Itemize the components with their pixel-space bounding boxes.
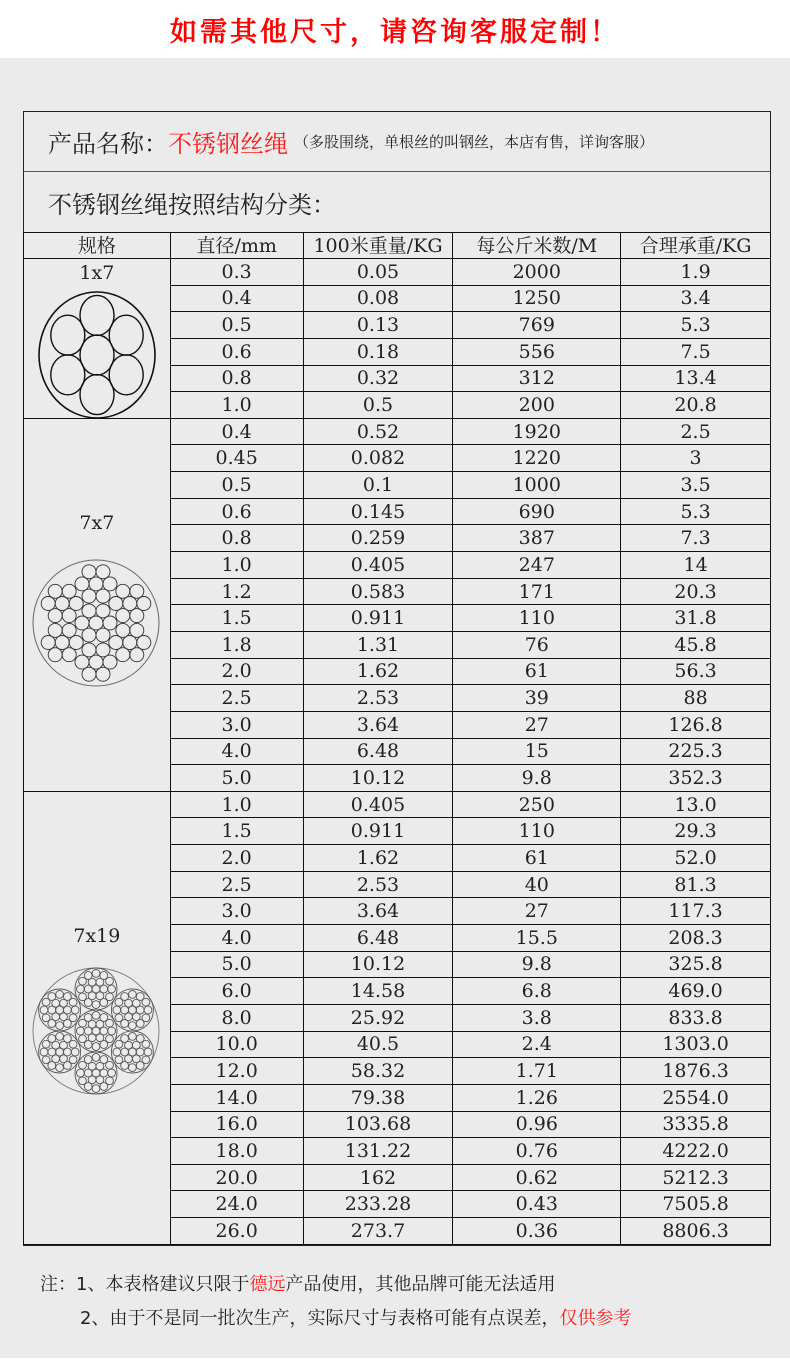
cell-load: 5212.3 (621, 1164, 771, 1191)
cell-meters-per-kg: 690 (453, 498, 621, 525)
spec-table (23, 232, 771, 1245)
cell-load: 8806.3 (621, 1218, 771, 1245)
cell-meters-per-kg: 171 (453, 578, 621, 605)
header-meters-per-kg: 每公斤米数/M (453, 233, 621, 259)
cell-weight: 0.259 (303, 525, 453, 552)
product-title-row (23, 111, 771, 172)
cell-diameter: 18.0 (170, 1138, 303, 1165)
footnotes (40, 1268, 631, 1336)
classification-heading-row (23, 172, 771, 232)
cell-load: 2.5 (621, 418, 771, 445)
spec-cell-7x7 (24, 418, 171, 791)
cell-meters-per-kg: 1920 (453, 418, 621, 445)
cell-weight: 233.28 (303, 1191, 453, 1218)
cell-weight: 2.53 (303, 871, 453, 898)
footnote-2-highlight: 仅供参考 (559, 1308, 632, 1329)
cell-load: 13.4 (621, 365, 771, 392)
spec-label: 7x19 (73, 924, 121, 947)
cell-meters-per-kg: 76 (453, 631, 621, 658)
cell-diameter: 20.0 (170, 1164, 303, 1191)
cell-meters-per-kg: 0.43 (453, 1191, 621, 1218)
cell-diameter: 0.4 (170, 418, 303, 445)
cell-meters-per-kg: 6.8 (453, 978, 621, 1005)
cell-load: 31.8 (621, 605, 771, 632)
cell-meters-per-kg: 110 (453, 818, 621, 845)
footnote-1-prefix: 注：1、本表格建议只限于 (40, 1274, 250, 1295)
cell-meters-per-kg: 2000 (453, 259, 621, 286)
cell-weight: 0.911 (303, 818, 453, 845)
cell-meters-per-kg: 0.36 (453, 1218, 621, 1245)
cell-diameter: 8.0 (170, 1004, 303, 1031)
cell-meters-per-kg: 250 (453, 791, 621, 818)
cell-diameter: 2.5 (170, 685, 303, 712)
cell-load: 833.8 (621, 1004, 771, 1031)
header-weight: 100米重量/KG (303, 233, 453, 259)
cell-diameter: 1.8 (170, 631, 303, 658)
product-label: 产品名称： (48, 130, 168, 158)
7x7-strand-cross-section-icon (32, 559, 162, 695)
spec-cell-7x19 (24, 791, 171, 1244)
cell-load: 5.3 (621, 498, 771, 525)
cell-meters-per-kg: 0.76 (453, 1138, 621, 1165)
table-header-row (24, 233, 771, 259)
cell-weight: 1.31 (303, 631, 453, 658)
cell-meters-per-kg: 1220 (453, 445, 621, 472)
cell-weight: 0.5 (303, 392, 453, 419)
cell-load: 13.0 (621, 791, 771, 818)
cell-diameter: 10.0 (170, 1031, 303, 1058)
header-load: 合理承重/KG (621, 233, 771, 259)
cell-diameter: 0.8 (170, 365, 303, 392)
cell-load: 3.5 (621, 472, 771, 499)
cell-weight: 2.53 (303, 685, 453, 712)
cell-meters-per-kg: 27 (453, 898, 621, 925)
cell-load: 1303.0 (621, 1031, 771, 1058)
cell-diameter: 1.5 (170, 818, 303, 845)
cell-meters-per-kg: 110 (453, 605, 621, 632)
cell-load: 352.3 (621, 765, 771, 792)
cell-diameter: 2.0 (170, 658, 303, 685)
cell-meters-per-kg: 1250 (453, 285, 621, 312)
cell-meters-per-kg: 769 (453, 312, 621, 339)
cell-meters-per-kg: 15 (453, 738, 621, 765)
cell-diameter: 3.0 (170, 898, 303, 925)
product-name: 不锈钢丝绳 (168, 130, 288, 158)
cell-diameter: 2.5 (170, 871, 303, 898)
cell-weight: 3.64 (303, 711, 453, 738)
cell-weight: 6.48 (303, 925, 453, 952)
cell-meters-per-kg: 247 (453, 552, 621, 579)
cell-load: 14 (621, 552, 771, 579)
cell-load: 20.3 (621, 578, 771, 605)
cell-diameter: 24.0 (170, 1191, 303, 1218)
cell-weight: 103.68 (303, 1111, 453, 1138)
cell-meters-per-kg: 0.62 (453, 1164, 621, 1191)
cell-diameter: 1.0 (170, 791, 303, 818)
cell-load: 88 (621, 685, 771, 712)
cell-load: 7505.8 (621, 1191, 771, 1218)
cell-diameter: 14.0 (170, 1084, 303, 1111)
cell-diameter: 16.0 (170, 1111, 303, 1138)
cell-weight: 58.32 (303, 1058, 453, 1085)
cell-weight: 6.48 (303, 738, 453, 765)
cell-load: 5.3 (621, 312, 771, 339)
cell-diameter: 3.0 (170, 711, 303, 738)
cell-diameter: 5.0 (170, 951, 303, 978)
cell-weight: 273.7 (303, 1218, 453, 1245)
cell-load: 45.8 (621, 631, 771, 658)
cell-meters-per-kg: 1.71 (453, 1058, 621, 1085)
cell-load: 2554.0 (621, 1084, 771, 1111)
cell-diameter: 6.0 (170, 978, 303, 1005)
cell-load: 3335.8 (621, 1111, 771, 1138)
cell-load: 325.8 (621, 951, 771, 978)
cell-load: 208.3 (621, 925, 771, 952)
cell-weight: 0.13 (303, 312, 453, 339)
cell-meters-per-kg: 9.8 (453, 951, 621, 978)
cell-diameter: 0.6 (170, 498, 303, 525)
top-banner (0, 0, 790, 58)
cell-meters-per-kg: 27 (453, 711, 621, 738)
header-spec: 规格 (24, 233, 171, 259)
cell-load: 29.3 (621, 818, 771, 845)
cell-meters-per-kg: 312 (453, 365, 621, 392)
cell-weight: 40.5 (303, 1031, 453, 1058)
spec-cell-1x7 (24, 259, 171, 419)
cell-meters-per-kg: 2.4 (453, 1031, 621, 1058)
cell-weight: 0.05 (303, 259, 453, 286)
cell-meters-per-kg: 15.5 (453, 925, 621, 952)
cell-diameter: 4.0 (170, 738, 303, 765)
cell-load: 4222.0 (621, 1138, 771, 1165)
spec-label: 1x7 (79, 262, 115, 284)
cell-load: 225.3 (621, 738, 771, 765)
cell-weight: 10.12 (303, 951, 453, 978)
banner-text: 如需其他尺寸，请咨询客服定制！ (170, 16, 620, 48)
table-body (24, 259, 771, 1245)
cell-diameter: 0.3 (170, 259, 303, 286)
table-row (24, 791, 771, 818)
footnote-1 (40, 1268, 631, 1302)
cell-load: 126.8 (621, 711, 771, 738)
cell-diameter: 0.45 (170, 445, 303, 472)
cell-diameter: 1.5 (170, 605, 303, 632)
7x19-strand-cross-section-icon (32, 967, 162, 1103)
cell-weight: 162 (303, 1164, 453, 1191)
cell-meters-per-kg: 556 (453, 338, 621, 365)
cell-meters-per-kg: 9.8 (453, 765, 621, 792)
header-diameter: 直径/mm (170, 233, 303, 259)
cell-weight: 79.38 (303, 1084, 453, 1111)
cell-weight: 1.62 (303, 845, 453, 872)
cell-weight: 10.12 (303, 765, 453, 792)
cell-weight: 0.405 (303, 552, 453, 579)
cell-diameter: 0.6 (170, 338, 303, 365)
cell-diameter: 0.8 (170, 525, 303, 552)
cell-meters-per-kg: 61 (453, 658, 621, 685)
cell-weight: 0.145 (303, 498, 453, 525)
cell-meters-per-kg: 0.96 (453, 1111, 621, 1138)
table-row (24, 259, 771, 286)
cell-load: 3.4 (621, 285, 771, 312)
cell-diameter: 2.0 (170, 845, 303, 872)
classification-heading: 不锈钢丝绳按照结构分类： (48, 190, 336, 219)
cell-diameter: 0.5 (170, 312, 303, 339)
footnote-1-suffix: 产品使用，其他品牌可能无法适用 (285, 1274, 556, 1295)
cell-meters-per-kg: 39 (453, 685, 621, 712)
footnote-1-brand: 德远 (249, 1274, 286, 1295)
cell-meters-per-kg: 3.8 (453, 1004, 621, 1031)
cell-diameter: 26.0 (170, 1218, 303, 1245)
cell-diameter: 1.0 (170, 552, 303, 579)
cell-diameter: 0.4 (170, 285, 303, 312)
cell-load: 469.0 (621, 978, 771, 1005)
cell-load: 3 (621, 445, 771, 472)
cell-weight: 0.32 (303, 365, 453, 392)
cell-weight: 25.92 (303, 1004, 453, 1031)
cell-meters-per-kg: 40 (453, 871, 621, 898)
cell-diameter: 5.0 (170, 765, 303, 792)
cell-meters-per-kg: 61 (453, 845, 621, 872)
cell-load: 7.3 (621, 525, 771, 552)
cell-weight: 0.08 (303, 285, 453, 312)
cell-weight: 0.18 (303, 338, 453, 365)
cell-weight: 0.583 (303, 578, 453, 605)
cell-load: 1876.3 (621, 1058, 771, 1085)
cell-meters-per-kg: 1.26 (453, 1084, 621, 1111)
cell-weight: 0.082 (303, 445, 453, 472)
cell-load: 117.3 (621, 898, 771, 925)
cell-diameter: 12.0 (170, 1058, 303, 1085)
cell-weight: 0.52 (303, 418, 453, 445)
cell-diameter: 4.0 (170, 925, 303, 952)
cell-weight: 3.64 (303, 898, 453, 925)
cell-diameter: 1.0 (170, 392, 303, 419)
footnote-2 (40, 1302, 631, 1336)
cell-weight: 0.405 (303, 791, 453, 818)
cell-load: 52.0 (621, 845, 771, 872)
product-note: （多股围绕，单根丝的叫钢丝，本店有售，详询客服） (294, 133, 655, 151)
cell-meters-per-kg: 200 (453, 392, 621, 419)
cell-weight: 1.62 (303, 658, 453, 685)
table-row (24, 418, 771, 445)
1x7-strand-cross-section-icon (37, 289, 157, 427)
cell-load: 7.5 (621, 338, 771, 365)
footnote-2-prefix: 2、由于不是同一批次生产，实际尺寸与表格可能有点误差， (80, 1308, 560, 1329)
cell-diameter: 0.5 (170, 472, 303, 499)
cell-meters-per-kg: 387 (453, 525, 621, 552)
cell-diameter: 1.2 (170, 578, 303, 605)
cell-weight: 131.22 (303, 1138, 453, 1165)
cell-load: 56.3 (621, 658, 771, 685)
cell-weight: 0.1 (303, 472, 453, 499)
cell-load: 20.8 (621, 392, 771, 419)
cell-weight: 0.911 (303, 605, 453, 632)
spec-label: 7x7 (79, 511, 115, 534)
cell-load: 81.3 (621, 871, 771, 898)
cell-load: 1.9 (621, 259, 771, 286)
cell-meters-per-kg: 1000 (453, 472, 621, 499)
cell-weight: 14.58 (303, 978, 453, 1005)
